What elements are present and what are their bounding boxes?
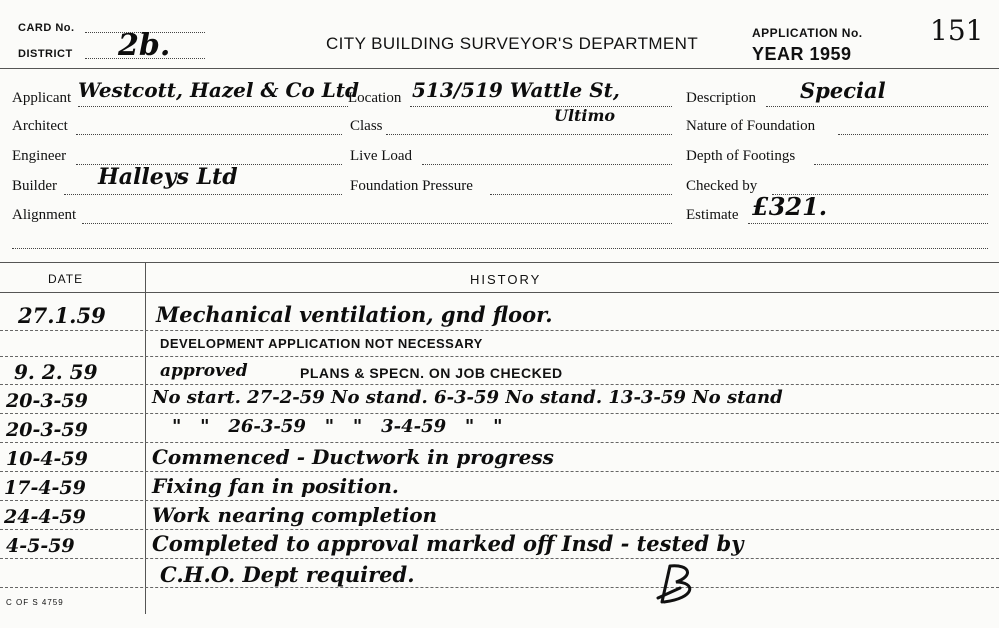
- depth-of-footings-label: Depth of Footings: [686, 148, 796, 164]
- history-stamp: PLANS & SPECN. ON JOB CHECKED: [300, 365, 563, 381]
- description-label: Description: [686, 90, 756, 106]
- engineer-label: Engineer: [12, 148, 67, 164]
- history-text: " " 26-3-59 " " 3-4-59 " ": [172, 416, 503, 437]
- estimate-line: [748, 223, 988, 224]
- blank-line: [12, 248, 988, 249]
- description-line: [766, 106, 988, 107]
- history-rule: [0, 413, 999, 414]
- applicant-label: Applicant: [12, 90, 72, 106]
- history-rule: [0, 587, 999, 588]
- history-rule: [0, 384, 999, 385]
- history-text: Work nearing completion: [152, 503, 438, 527]
- header-divider: [0, 68, 999, 69]
- history-date: 10-4-59: [6, 448, 88, 470]
- architect-label: Architect: [12, 118, 68, 134]
- history-approval: approved: [160, 361, 248, 381]
- applicant-line: [78, 106, 348, 107]
- history-text: C.H.O. Dept required.: [160, 562, 415, 587]
- estimate-value: £321.: [752, 192, 828, 221]
- location-label: Location: [348, 90, 402, 106]
- history-stamp: DEVELOPMENT APPLICATION NOT NECESSARY: [160, 336, 483, 351]
- date-column-header: DATE: [48, 272, 84, 286]
- initials-signature: [650, 558, 710, 608]
- history-text: Mechanical ventilation, gnd floor.: [156, 302, 553, 327]
- architect-line: [76, 134, 342, 135]
- history-date: 24-4-59: [4, 506, 86, 528]
- nature-of-foundation-label: Nature of Foundation: [686, 118, 816, 134]
- location-line: [410, 106, 672, 107]
- history-date: 9. 2. 59: [14, 360, 98, 384]
- history-text: No start. 27-2-59 No stand. 6-3-59 No stand. 13-3-59 No stand: [152, 387, 783, 408]
- history-rule: [0, 529, 999, 530]
- depth-line: [814, 164, 988, 165]
- history-date: 4-5-59: [6, 535, 75, 557]
- application-no-label: APPLICATION No.: [752, 26, 863, 40]
- estimate-label: Estimate: [686, 207, 739, 223]
- history-header-rule: [0, 292, 999, 293]
- pressure-line: [490, 194, 672, 195]
- alignment-line: [82, 223, 672, 224]
- live-load-label: Live Load: [350, 148, 413, 164]
- history-rule: [0, 330, 999, 331]
- history-text: Commenced - Ductwork in progress: [152, 445, 554, 469]
- history-date: 20-3-59: [6, 419, 88, 441]
- history-rule: [0, 558, 999, 559]
- history-rule: [0, 356, 999, 357]
- history-date: 27.1.59: [18, 303, 106, 328]
- history-rule: [0, 471, 999, 472]
- district-value: 2b.: [118, 28, 171, 63]
- card-no-label: CARD No.: [18, 22, 75, 34]
- class-label: Class: [350, 118, 383, 134]
- class-line: [386, 134, 672, 135]
- description-value: Special: [800, 78, 886, 103]
- history-rule: [0, 500, 999, 501]
- district-label: DISTRICT: [18, 48, 73, 60]
- date-column-divider: [145, 262, 146, 614]
- history-top-rule: [0, 262, 999, 263]
- foundation-pressure-label: Foundation Pressure: [350, 178, 473, 194]
- alignment-label: Alignment: [12, 207, 77, 223]
- location-value: 513/519 Wattle St,: [412, 78, 620, 102]
- history-text: Fixing fan in position.: [152, 474, 399, 498]
- form-code: C OF S 4759: [6, 598, 64, 607]
- department-title: CITY BUILDING SURVEYOR'S DEPARTMENT: [326, 34, 699, 53]
- applicant-value: Westcott, Hazel & Co Ltd: [78, 78, 359, 102]
- builder-label: Builder: [12, 178, 57, 194]
- year-label: YEAR 1959: [752, 44, 852, 64]
- history-date: 20-3-59: [6, 390, 88, 412]
- live-load-line: [422, 164, 672, 165]
- location-suburb: Ultimo: [554, 106, 616, 125]
- history-rule: [0, 442, 999, 443]
- builder-line: [64, 194, 342, 195]
- history-column-header: HISTORY: [470, 272, 542, 287]
- builder-value: Halleys Ltd: [98, 164, 238, 190]
- history-date: 17-4-59: [4, 477, 86, 499]
- checked-by-label: Checked by: [686, 178, 758, 194]
- history-text: Completed to approval marked off Insd - tested by: [152, 531, 744, 556]
- application-number: 151: [930, 14, 984, 47]
- nature-line: [838, 134, 988, 135]
